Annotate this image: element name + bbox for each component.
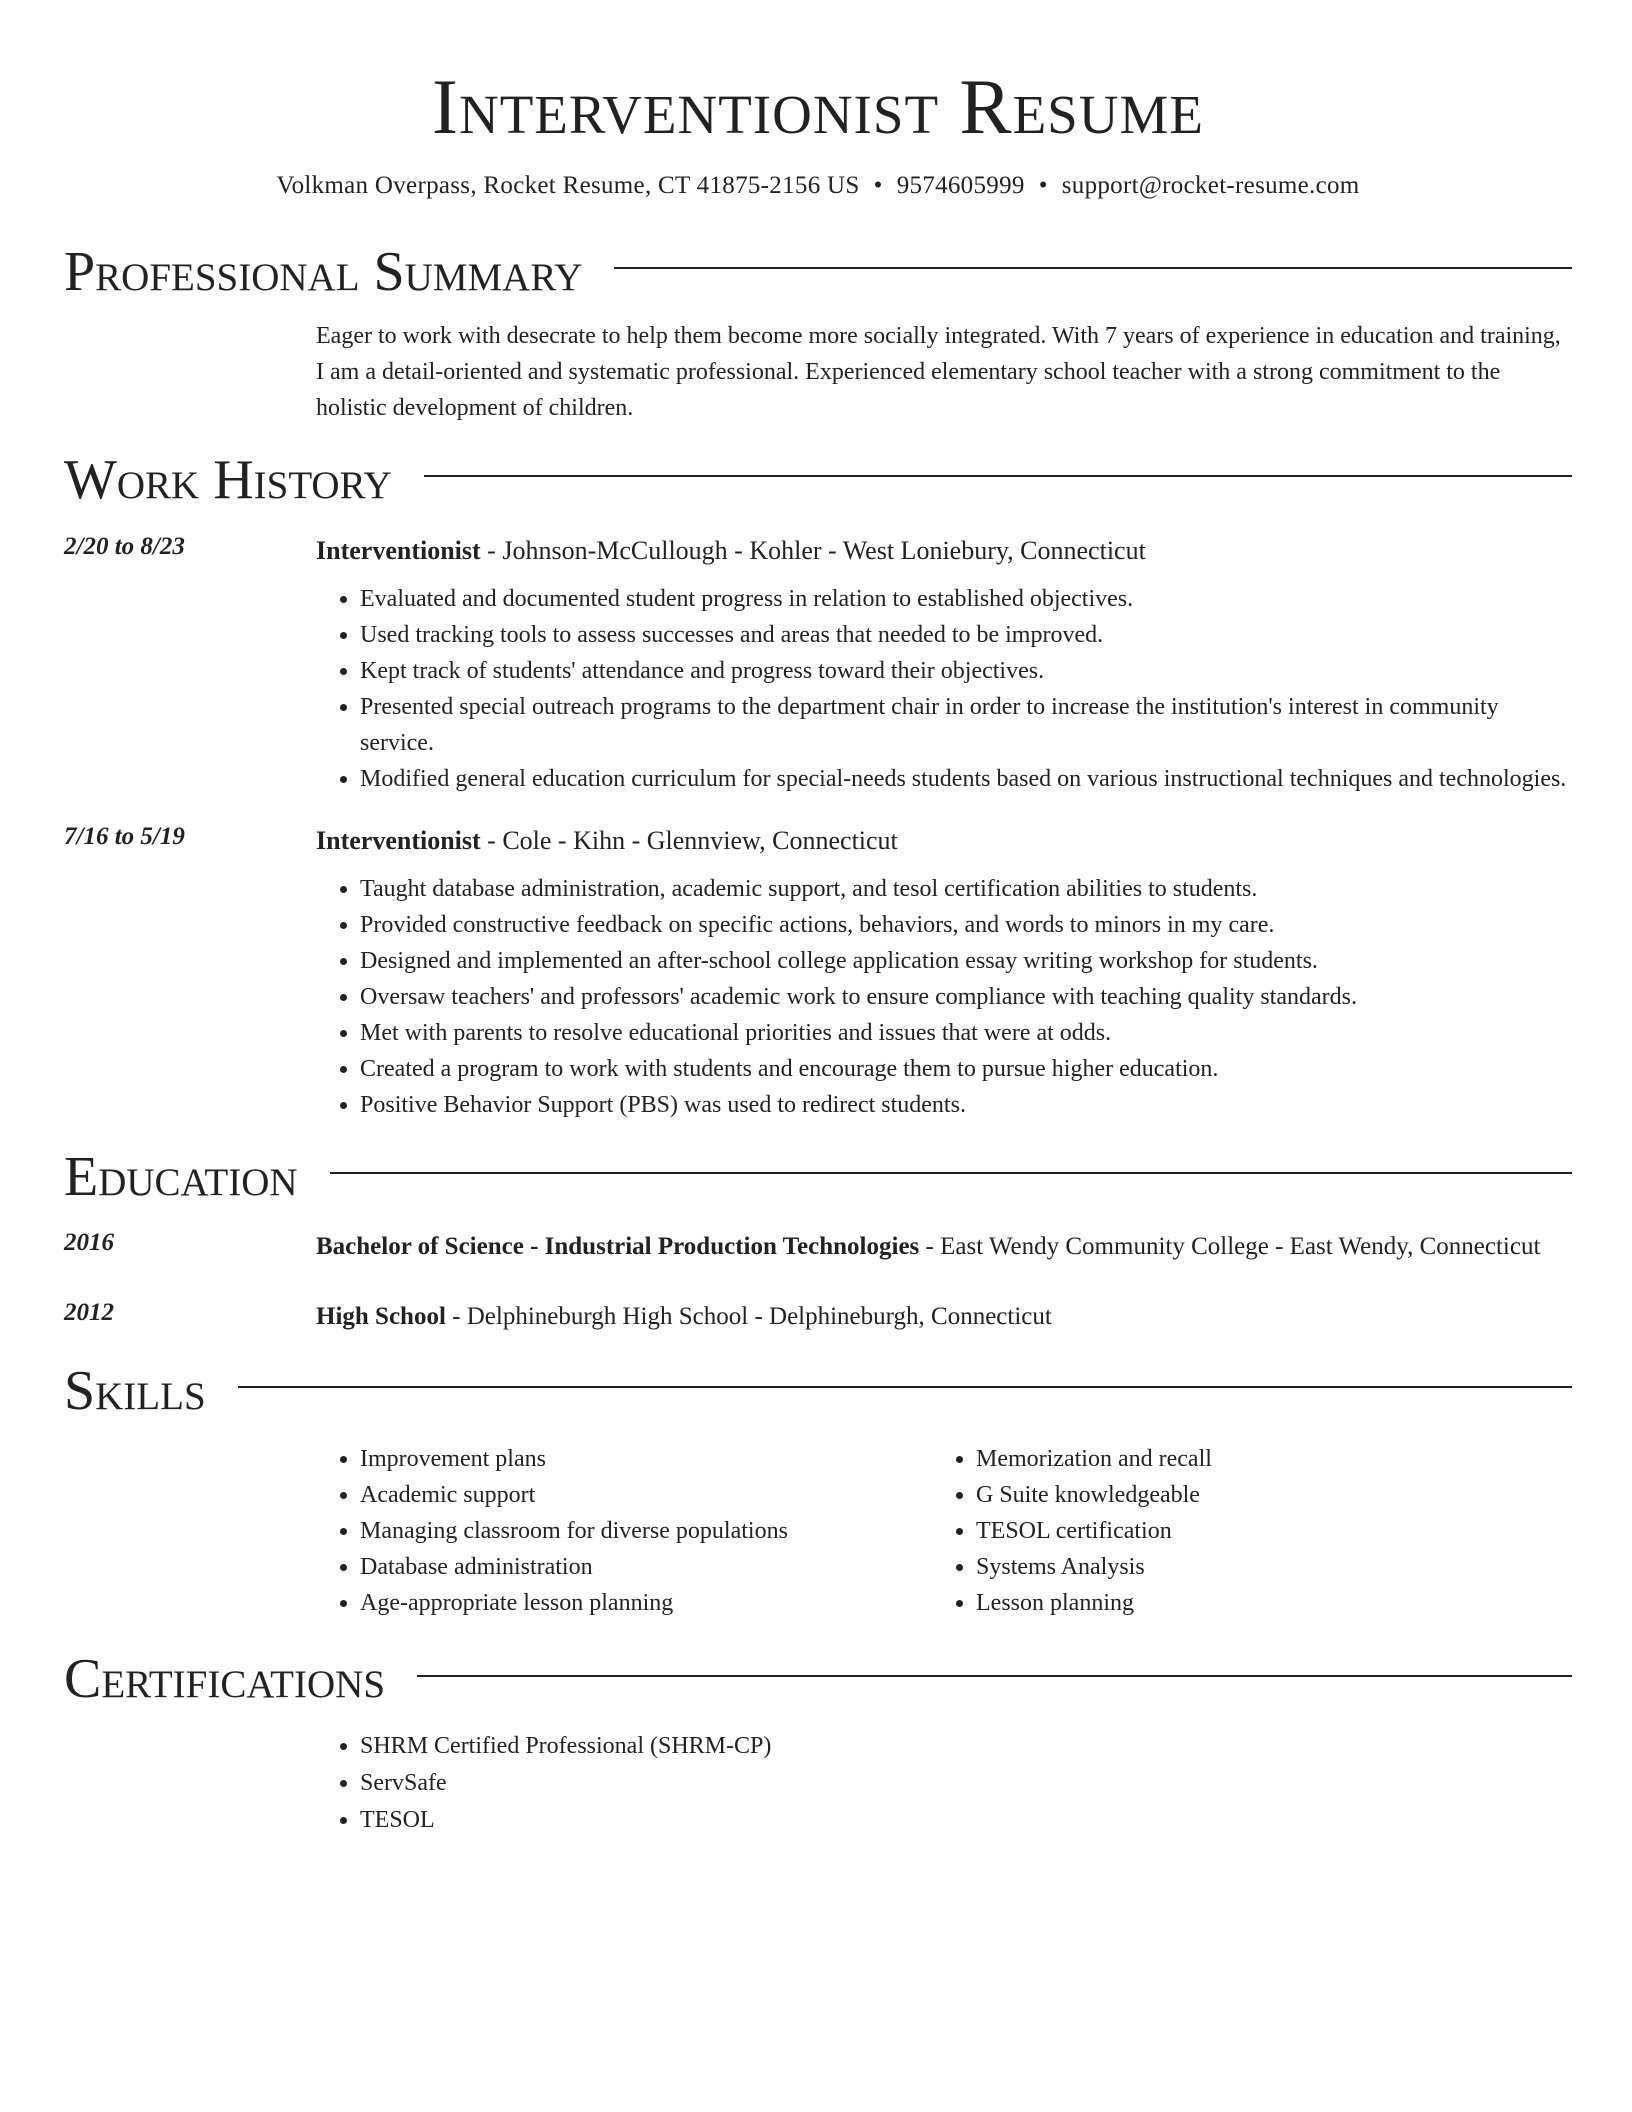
job-bullets (316, 871, 1572, 1123)
section-work-header (64, 448, 1572, 512)
list-item: • Evaluated and documented student progress in relation to established objectives. (360, 581, 1572, 617)
section-skills-header (64, 1359, 1572, 1423)
skills-list-right (932, 1441, 1548, 1621)
section-education-header (64, 1145, 1572, 1209)
list-item: • Provided constructive feedback on specific actions, behaviors, and words to minors in my care. (360, 907, 1572, 943)
job-dates: 7/16 to 5/19 (64, 822, 185, 850)
job-heading (316, 821, 1572, 861)
job-title: Interventionist (316, 535, 481, 565)
section-title: Professional Summary (64, 240, 583, 303)
summary-text: Eager to work with desecrate to help them become more socially integrated. With 7 years of experience in education and training, I am a detail-oriented and systematic professional. Experienced elementary school teacher with a strong commitment to the holistic development of children. (316, 323, 1561, 422)
section-rule (238, 1386, 1572, 1388)
list-item: • Used tracking tools to assess successes and areas that needed to be improved. (360, 617, 1572, 653)
section-title: Certifications (64, 1648, 386, 1711)
section-rule (424, 475, 1572, 477)
list-item: • Modified general education curriculum for special-needs students based on various instructional techniques and technologies. (360, 761, 1572, 797)
resume-title: Interventionist Resume (432, 63, 1204, 150)
skill-item: • Age-appropriate lesson planning (360, 1585, 932, 1621)
certification-item: • SHRM Certified Professional (SHRM-CP) (360, 1728, 1572, 1765)
education-year: 2016 (64, 1228, 114, 1256)
section-rule (614, 267, 1572, 269)
skill-item: • Database administration (360, 1549, 932, 1585)
contact-separator: • (1038, 171, 1048, 199)
job-entry (64, 821, 1572, 1123)
education-entry (64, 1227, 1572, 1267)
resume-page (64, 0, 1572, 1839)
skills-columns (316, 1441, 1572, 1621)
contact-phone: 9574605999 (896, 171, 1025, 199)
skill-item: • Academic support (360, 1477, 932, 1513)
education-degree: Bachelor of Science - Industrial Production Technologies (316, 1232, 920, 1260)
skill-item: • Improvement plans (360, 1441, 932, 1477)
job-heading (316, 531, 1572, 571)
section-summary-header (64, 240, 1572, 304)
education-year: 2012 (64, 1298, 114, 1326)
section-title: Work History (64, 449, 392, 512)
section-rule (330, 1172, 1572, 1174)
list-item: • Presented special outreach programs to the department chair in order to increase the institution's interest in community service. (360, 689, 1572, 761)
list-item: • Positive Behavior Support (PBS) was used to redirect students. (360, 1087, 1572, 1123)
education-line (316, 1227, 1572, 1267)
skill-item: • Managing classroom for diverse populations (360, 1513, 932, 1549)
contact-email[interactable]: support@rocket-resume.com (1061, 171, 1360, 199)
section-rule (417, 1675, 1572, 1677)
list-item: • Created a program to work with students and encourage them to pursue higher education. (360, 1051, 1572, 1087)
certifications-list (316, 1728, 1572, 1839)
list-item: • Designed and implemented an after-school college application essay writing workshop for students. (360, 943, 1572, 979)
section-certifications-header (64, 1647, 1572, 1711)
contact-address: Volkman Overpass, Rocket Resume, CT 41875-2156 US (276, 171, 860, 199)
education-entry (64, 1297, 1572, 1337)
skill-item: • Lesson planning (976, 1585, 1548, 1621)
job-details: - Johnson-McCullough - Kohler - West Loniebury, Connecticut (480, 535, 1146, 565)
skills-list-left (316, 1441, 932, 1621)
job-details: - Cole - Kihn - Glennview, Connecticut (480, 825, 898, 855)
job-dates: 2/20 to 8/23 (64, 532, 185, 560)
list-item: • Met with parents to resolve educational priorities and issues that were at odds. (360, 1015, 1572, 1051)
contact-separator: • (873, 171, 883, 199)
job-title: Interventionist (316, 825, 481, 855)
skill-item: • TESOL certification (976, 1513, 1548, 1549)
job-entry (64, 531, 1572, 797)
job-bullets (316, 581, 1572, 797)
contact-line (64, 172, 1572, 200)
education-details: - East Wendy Community College - East Wendy, Connecticut (919, 1232, 1541, 1260)
skill-item: • Systems Analysis (976, 1549, 1548, 1585)
list-item: • Oversaw teachers' and professors' academic work to ensure compliance with teaching quality standards. (360, 979, 1572, 1015)
list-item: • Kept track of students' attendance and progress toward their objectives. (360, 653, 1572, 689)
education-degree: High School (316, 1302, 446, 1330)
education-line (316, 1297, 1572, 1337)
skill-item: • G Suite knowledgeable (976, 1477, 1548, 1513)
certifications-list-wrap (316, 1728, 1572, 1839)
skill-item: • Memorization and recall (976, 1441, 1548, 1477)
section-title: Education (64, 1145, 298, 1208)
list-item: • Taught database administration, academic support, and tesol certification abilities to students. (360, 871, 1572, 907)
education-details: - Delphineburgh High School - Delphineburgh, Connecticut (445, 1302, 1052, 1330)
certification-item: • TESOL (360, 1802, 1572, 1839)
section-title: Skills (64, 1359, 206, 1422)
certification-item: • ServSafe (360, 1765, 1572, 1802)
